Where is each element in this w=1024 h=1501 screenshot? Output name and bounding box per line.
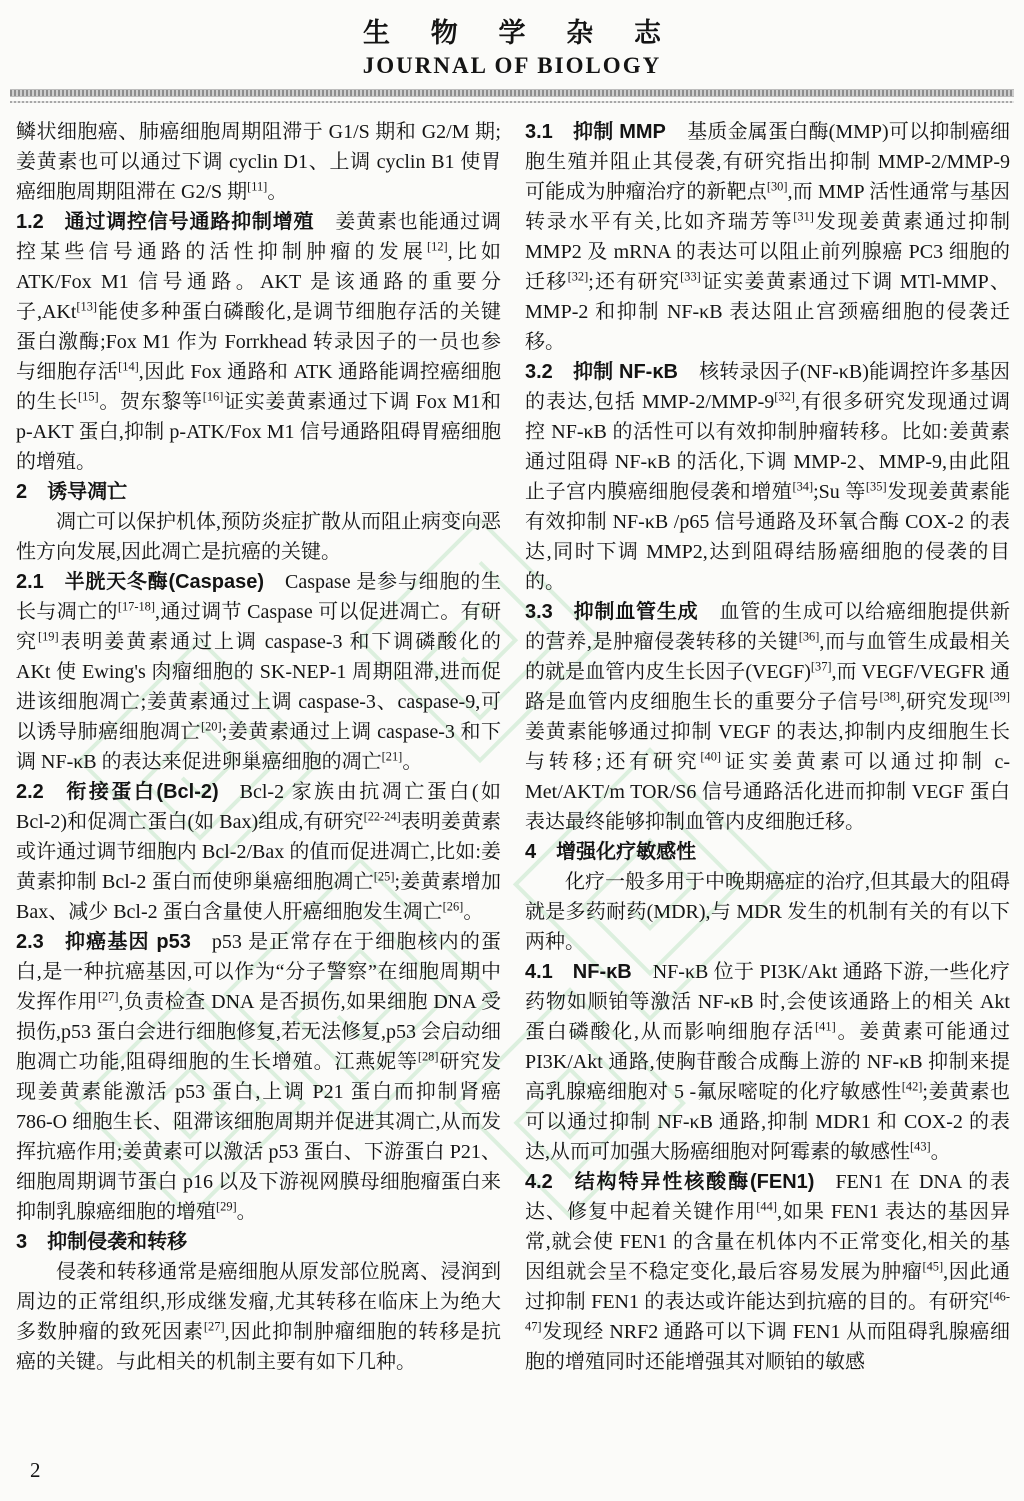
runin-paragraph: [16, 567, 501, 777]
runin-paragraph: [16, 207, 501, 477]
runin-paragraph: [525, 1167, 1010, 1377]
header-rule-thick: [10, 89, 1014, 97]
section-heading: 2 诱导凋亡: [16, 481, 128, 503]
paragraph: 侵袭和转移通常是癌细胞从原发部位脱离、浸润到周边的正常组织,形成继发瘤,尤其转移在临床上为绝大多数肿瘤的致死因素[27],因此抑制肿瘤细胞的转移是抗癌的关键。与此相关的机制主要有如下几种。: [16, 1261, 501, 1373]
runin-heading-label: 2.1 半胱天冬酶(Caspase): [16, 571, 265, 593]
runin-heading-label: 4.1 NF-κB: [525, 961, 632, 983]
section-heading: 4 增强化疗敏感性: [525, 841, 697, 863]
paragraph: 鳞状细胞癌、肺癌细胞周期阻滞于 G1/S 期和 G2/M 期;姜黄素也可以通过下调 cyclin D1、上调 cyclin B1 使胃癌细胞周期阻滞在 G2/S 期[11]。: [16, 121, 501, 203]
runin-heading-label: 2.2 衔接蛋白(Bcl-2): [16, 781, 219, 803]
runin-paragraph: [525, 117, 1010, 357]
paragraph-text: Bcl-2 家族由抗凋亡蛋白(如 Bcl-2)和促凋亡蛋白(如 Bax)组成,有研究[22-24]表明姜黄素或许通过调节细胞内 Bcl-2/Bax 的值而促进凋亡,比如:姜黄素抑制 Bcl-2 蛋白而使卵巢癌细胞凋亡[25];姜黄素增加 Bax、减少 Bcl-2 蛋白含量使人肝癌细胞发生凋亡[26]。: [16, 781, 501, 923]
page-header: [0, 0, 1024, 80]
runin-paragraph: [525, 357, 1010, 597]
runin-paragraph: [16, 777, 501, 927]
journal-title-cn: 生 物 学 杂 志: [363, 18, 678, 48]
runin-heading-label: 3.3 抑制血管生成: [525, 601, 699, 623]
runin-paragraph: [525, 957, 1010, 1167]
paragraph-text: 核转录因子(NF-κB)能调控许多基因的表达,包括 MMP-2/MMP-9[32],有很多研究发现通过调控 NF-κB 的活性可以有效抑制肿瘤转移。比如:姜黄素通过阻碍 NF-κB 的活化,下调 MMP-2、MMP-9,由此阻止子宫内膜癌细胞侵袭和增殖[34];Su 等[35]发现姜黄素能有效抑制 NF-κB /p65 信号通路及环氧合酶 COX-2 的表达,同时下调 MMP2,达到阻碍结肠癌细胞的侵袭的目的。: [525, 361, 1010, 593]
runin-heading-label: 3.1 抑制 MMP: [525, 121, 666, 143]
runin-heading-label: 1.2 通过调控信号通路抑制增殖: [16, 211, 315, 233]
runin-paragraph: [525, 597, 1010, 837]
paragraph-text: 血管的生成可以给癌细胞提供新的营养,是肿瘤侵袭转移的关键[36],而与血管生成最相关的就是血管内皮生长因子(VEGF)[37],而 VEGF/VEGFR 通路是血管内皮细胞生长的重要分子信号[38],研究发现[39]姜黄素能够通过抑制 VEGF 的表达,抑制内皮细胞生长与转移;还有研究[40]证实姜黄素可以通过抑制 c-Met/AKT/m TOR/S6 信号通路活化进而抑制 VEGF 蛋白表达最终能够抑制血管内皮细胞迁移。: [525, 601, 1010, 833]
right-column: [525, 117, 1010, 1473]
article-body: [0, 103, 1024, 1473]
paragraph: 化疗一般多用于中晚期癌症的治疗,但其最大的阻碍就是多药耐药(MDR),与 MDR 发生的机制有关的有以下两种。: [525, 871, 1010, 953]
paragraph-text: FEN1 在 DNA 的表达、修复中起着关键作用[44],如果 FEN1 表达的基因异常,就会使 FEN1 的含量在机体内不正常变化,相关的基因组就会呈不稳定变化,最后容易发展为肿瘤[45],因此通过抑制 FEN1 的表达或许能达到抗癌的目的。有研究[46-47]发现经 NRF2 通路可以下调 FEN1 从而阻碍乳腺癌细胞的增殖同时还能增强其对顺铂的敏感: [525, 1171, 1010, 1373]
page-number: 2: [30, 1458, 41, 1482]
runin-heading-label: 4.2 结构特异性核酸酶(FEN1): [525, 1171, 815, 1193]
paragraph-text: p53 是正常存在于细胞核内的蛋白,是一种抗癌基因,可以作为“分子警察”在细胞周期中发挥作用[27],负责检查 DNA 是否损伤,如果细胞 DNA 受损伤,p53 蛋白会进行细胞修复,若无法修复,p53 会启动细胞凋亡功能,阻碍细胞的生长增殖。江燕妮等[28]研究发现姜黄素能激活 p53 蛋白,上调 P21 蛋白而抑制肾癌 786-O 细胞生长、阻滞该细胞周期并促进其凋亡,从而发挥抗癌作用;姜黄素可以激活 p53 蛋白、下游蛋白 P21、细胞周期调节蛋白 p16 以及下游视网膜母细胞瘤蛋白来抑制乳腺癌细胞的增殖[29]。: [16, 931, 501, 1223]
paragraph-text: NF-κB 位于 PI3K/Akt 通路下游,一些化疗药物如顺铂等激活 NF-κB 时,会使该通路上的相关 Akt 蛋白磷酸化,从而影响细胞存活[41]。姜黄素可能通过 PI3K/Akt 通路,使胸苷酸合成酶上游的 NF-κB 抑制来提高乳腺癌细胞对 5 -氟尿嘧啶的化疗敏感性[42];姜黄素也可以通过抑制 NF-κB 通路,抑制 MDR1 和 COX-2 的表达,从而可加强大肠癌细胞对阿霉素的敏感性[43]。: [525, 961, 1010, 1163]
section-heading: 3 抑制侵袭和转移: [16, 1231, 188, 1253]
paragraph-text: 基质金属蛋白酶(MMP)可以抑制癌细胞生殖并阻止其侵袭,有研究指出抑制 MMP-2/MMP-9 可能成为肿瘤治疗的新靶点[30],而 MMP 活性通常与基因转录水平有关,比如齐瑞芳等[31]发现姜黄素通过抑制 MMP2 及 mRNA 的表达可以阻止前列腺癌 PC3 细胞的迁移[32];还有研究[33]证实姜黄素通过下调 MTl-MMP、MMP-2 和抑制 NF-κB 表达阻止宫颈癌细胞的侵袭迁移。: [525, 121, 1010, 353]
left-column: [16, 117, 501, 1473]
paragraph-text: Caspase 是参与细胞的生长与凋亡的[17-18],通过调节 Caspase 可以促进凋亡。有研究[19]表明姜黄素通过上调 caspase-3 和下调磷酸化的 AKt 使 Ewing's 肉瘤细胞的 SK-NEP-1 周期阻滞,进而促进该细胞凋亡;姜黄素通过上调 caspase-3、caspase-9,可以诱导肺癌细胞凋亡[20];姜黄素通过上调 caspase-3 和下调 NF-κB 的表达来促进卵巢癌细胞的凋亡[21]。: [16, 571, 501, 773]
runin-paragraph: [16, 927, 501, 1227]
paragraph: 凋亡可以保护机体,预防炎症扩散从而阻止病变向恶性方向发展,因此凋亡是抗癌的关键。: [16, 511, 501, 563]
runin-heading-label: 2.3 抑癌基因 p53: [16, 931, 191, 953]
journal-title-en: JOURNAL OF BIOLOGY: [362, 53, 662, 78]
runin-heading-label: 3.2 抑制 NF-κB: [525, 361, 678, 383]
paragraph-text: 姜黄素也能通过调控某些信号通路的活性抑制肿瘤的发展[12],比如 ATK/Fox M1 信号通路。AKT 是该通路的重要分子,AKt[13]能使多种蛋白磷酸化,是调节细胞存活的关键蛋白激酶;Fox M1 作为 Forrkhead 转录因子的一员也参与细胞存活[14],因此 Fox 通路和 ATK 通路能调控癌细胞的生长[15]。贺东黎等[16]证实姜黄素通过下调 Fox M1和 p-AKT 蛋白,抑制 p-ATK/Fox M1 信号通路阻碍胃癌细胞的增殖。: [16, 211, 501, 473]
